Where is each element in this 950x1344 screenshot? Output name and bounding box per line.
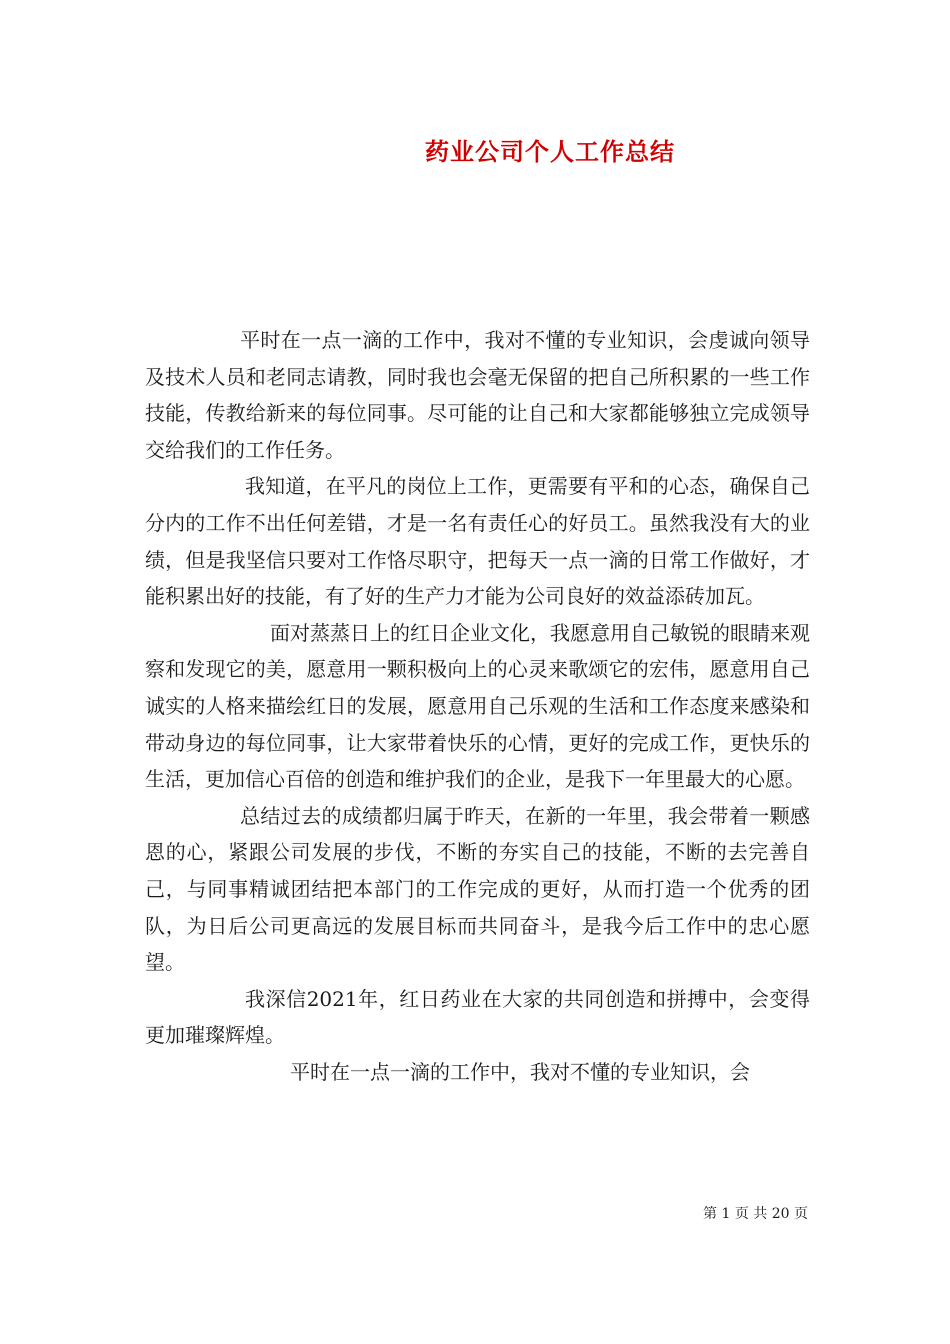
page-number-footer: 第 1 页 共 20 页: [703, 1206, 808, 1222]
document-body: [145, 322, 810, 1090]
paragraph-5: 我深信2021年，红日药业在大家的共同创造和拼搏中，会变得更加璀璨辉煌。: [145, 986, 810, 1048]
document-title: 药业公司个人工作总结: [425, 138, 675, 166]
paragraph-4: 总结过去的成绩都归属于昨天，在新的一年里，我会带着一颗感恩的心，紧跟公司发展的步伐，不断的夯实自己的技能，不断的去完善自己，与同事精诚团结把本部门的工作完成的更好，从而打造一个优秀的团队，为日后公司更高远的发展目标而共同奋斗，是我今后工作中的忠心愿望。: [145, 803, 810, 975]
paragraph-3: 面对蒸蒸日上的红日企业文化，我愿意用自己敏锐的眼睛来观察和发现它的美，愿意用一颗积极向上的心灵来歌颂它的宏伟，愿意用自己诚实的人格来描绘红日的发展，愿意用自己乐观的生活和工作态度来感染和带动身边的每位同事，让大家带着快乐的心情，更好的完成工作，更快乐的生活，更加信心百倍的创造和维护我们的企业，是我下一年里最大的心愿。: [145, 620, 810, 792]
paragraph-2: 我知道，在平凡的岗位上工作，更需要有平和的心态，确保自己分内的工作不出任何差错，才是一名有责任心的好员工。虽然我没有大的业绩，但是我坚信只要对工作恪尽职守，把每天一点一滴的日常工作做好，才能积累出好的技能，有了好的生产力才能为公司良好的效益添砖加瓦。: [145, 474, 810, 609]
paragraph-1: 平时在一点一滴的工作中，我对不懂的专业知识，会虔诚向领导及技术人员和老同志请教，同时我也会毫无保留的把自己所积累的一些工作技能，传教给新来的每位同事。尽可能的让自己和大家都能够独立完成领导交给我们的工作任务。: [145, 328, 810, 462]
paragraph-6: 平时在一点一滴的工作中，我对不懂的专业知识，会: [290, 1059, 750, 1084]
